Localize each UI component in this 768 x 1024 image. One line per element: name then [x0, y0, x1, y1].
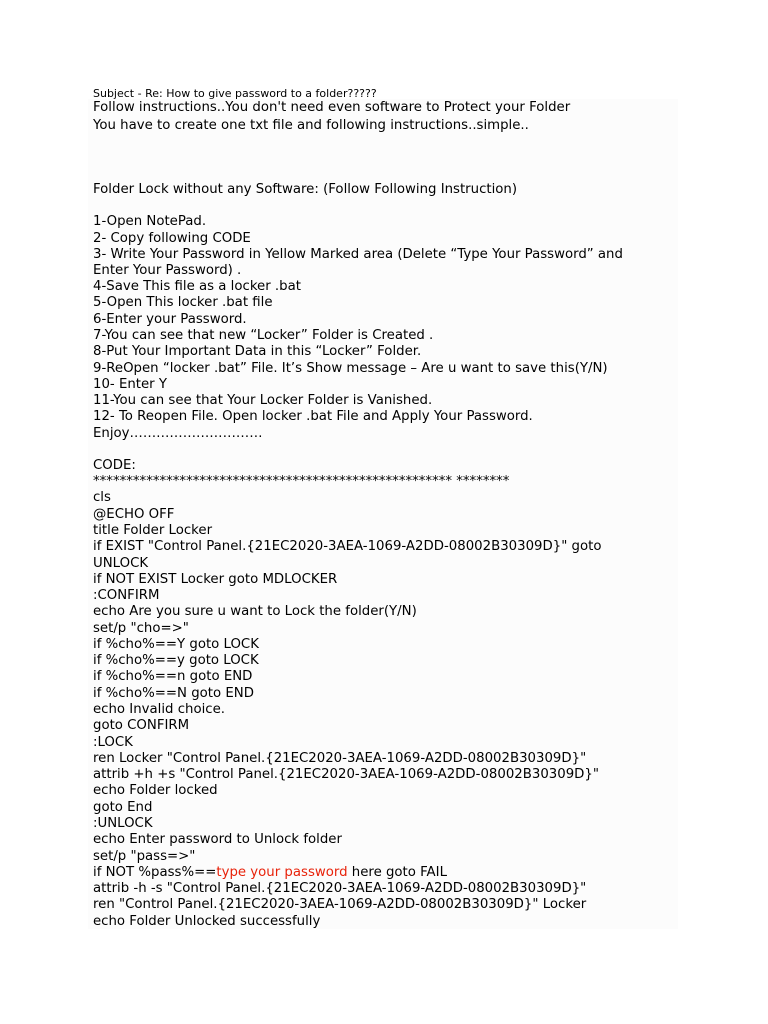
- intro-line: Follow instructions..You don't need even software to Protect your Folder: [93, 100, 571, 115]
- step-line: 10- Enter Y: [93, 377, 167, 392]
- step-line: 5-Open This locker .bat file: [93, 295, 273, 310]
- code-line: attrib +h +s "Control Panel.{21EC2020-3AEA-1069-A2DD-08002B30309D}": [93, 767, 599, 782]
- step-line: 9-ReOpen “locker .bat” File. It’s Show message – Are u want to save this(Y/N): [93, 361, 608, 376]
- code-line: ren Locker "Control Panel.{21EC2020-3AEA-1069-A2DD-08002B30309D}": [93, 751, 587, 766]
- step-line: 2- Copy following CODE: [93, 231, 251, 246]
- code-line: :UNLOCK: [93, 816, 153, 831]
- step-line: 3- Write Your Password in Yellow Marked area (Delete “Type Your Password” and: [93, 247, 623, 262]
- code-line: echo Enter password to Unlock folder: [93, 832, 342, 847]
- password-line-prefix: if NOT %pass%==: [93, 865, 217, 880]
- code-line: echo Invalid choice.: [93, 702, 225, 717]
- code-line: if %cho%==Y goto LOCK: [93, 637, 259, 652]
- code-label: CODE:: [93, 458, 136, 473]
- password-line-suffix: here goto FAIL: [347, 865, 447, 880]
- code-line: ren "Control Panel.{21EC2020-3AEA-1069-A2DD-08002B30309D}" Locker: [93, 897, 587, 912]
- step-line: Enjoy…………………………: [93, 426, 263, 441]
- intro-line: You have to create one txt file and following instructions..simple..: [93, 118, 529, 133]
- code-line: set/p "cho=>": [93, 621, 189, 636]
- code-line: echo Folder Unlocked successfully: [93, 914, 321, 929]
- code-line: goto CONFIRM: [93, 718, 190, 733]
- password-code-line: [93, 865, 447, 881]
- step-line: 1-Open NotePad.: [93, 214, 207, 229]
- section-heading: Folder Lock without any Software: (Follow Following Instruction): [93, 182, 518, 197]
- code-line: if %cho%==y goto LOCK: [93, 653, 259, 668]
- step-line: 8-Put Your Important Data in this “Locker” Folder.: [93, 344, 422, 359]
- step-line: 12- To Reopen File. Open locker .bat File and Apply Your Password.: [93, 409, 533, 424]
- code-line: cls: [93, 490, 111, 505]
- code-separator: ****************************************************** ********: [93, 474, 510, 489]
- code-line: if EXIST "Control Panel.{21EC2020-3AEA-1069-A2DD-08002B30309D}" goto: [93, 539, 602, 554]
- code-line: set/p "pass=>": [93, 849, 196, 864]
- code-line: if %cho%==N goto END: [93, 686, 254, 701]
- subject-line: Subject - Re: How to give password to a folder?????: [93, 87, 377, 100]
- code-line: UNLOCK: [93, 556, 149, 571]
- step-line: 4-Save This file as a locker .bat: [93, 279, 301, 294]
- code-line: echo Are you sure u want to Lock the folder(Y/N): [93, 604, 417, 619]
- step-line: 7-You can see that new “Locker” Folder is Created .: [93, 328, 434, 343]
- step-line: 6-Enter your Password.: [93, 312, 247, 327]
- code-line: goto End: [93, 800, 153, 815]
- code-line: :CONFIRM: [93, 588, 160, 603]
- step-line: Enter Your Password) .: [93, 263, 242, 278]
- code-line: :LOCK: [93, 735, 133, 750]
- code-line: echo Folder locked: [93, 783, 218, 798]
- password-placeholder-highlight: type your password: [216, 865, 348, 880]
- code-line: if NOT EXIST Locker goto MDLOCKER: [93, 572, 338, 587]
- step-line: 11-You can see that Your Locker Folder is Vanished.: [93, 393, 433, 408]
- code-line: title Folder Locker: [93, 523, 213, 538]
- code-line: attrib -h -s "Control Panel.{21EC2020-3AEA-1069-A2DD-08002B30309D}": [93, 881, 587, 896]
- code-line: @ECHO OFF: [93, 507, 175, 522]
- code-line: if %cho%==n goto END: [93, 669, 253, 684]
